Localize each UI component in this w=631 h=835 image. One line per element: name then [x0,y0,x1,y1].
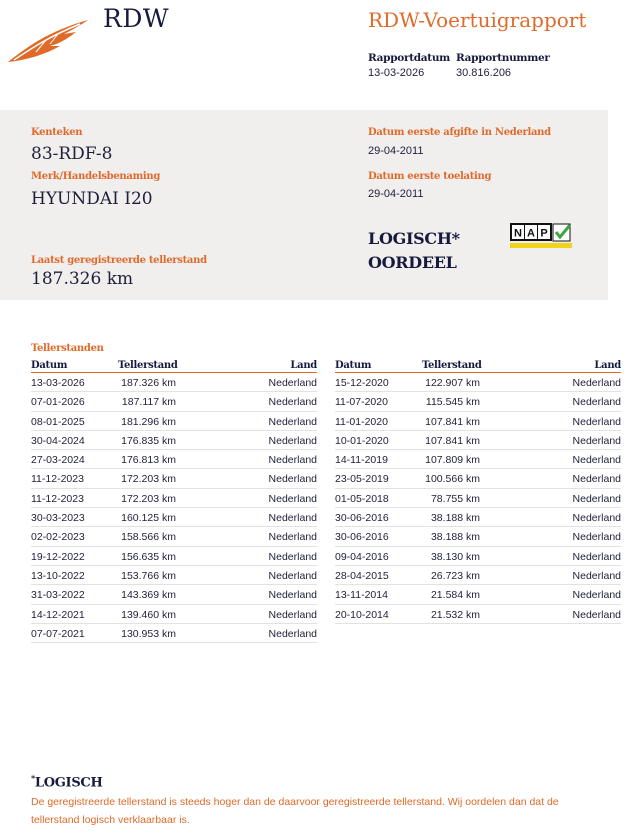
header-country: Land [290,360,317,371]
cell-reading: 158.566 km [121,531,176,544]
table-row [31,392,317,411]
cell-date: 23-05-2019 [335,473,389,486]
header-date: Datum [31,360,68,371]
cell-date: 11-07-2020 [335,396,388,409]
first-admission-label: Datum eerste toelating [368,171,492,182]
cell-date: 15-12-2020 [335,377,389,389]
readings-table-left [31,360,317,643]
rdw-logo-icon [6,18,90,64]
cell-reading: 143.369 km [121,589,176,602]
table-row [31,566,317,585]
cell-reading: 153.766 km [121,569,176,582]
report-date-value: 13-03-2026 [368,67,425,79]
header-reading: Tellerstand [118,360,178,371]
report-date-label: Rapportdatum [368,52,450,64]
cell-reading: 21.584 km [430,589,480,602]
footnote-heading: LOGISCH [34,775,103,791]
plate-label: Kenteken [31,127,83,138]
table-row [335,373,621,392]
cell-country: Nederland [268,589,317,602]
cell-country: Nederland [572,434,621,447]
cell-date: 30-03-2023 [31,512,85,525]
table-row [31,450,317,469]
report-number-value: 30.816.206 [456,67,512,79]
cell-date: 02-02-2023 [31,531,85,544]
cell-date: 07-07-2021 [31,627,85,640]
nap-logo-icon [510,223,574,249]
cell-reading: 38.188 km [430,531,480,544]
cell-date: 30-06-2016 [335,512,389,525]
report-title: RDW-Voertuigrapport [368,8,587,32]
cell-reading: 21.532 km [430,608,480,621]
cell-date: 09-04-2016 [335,550,389,563]
table-row [31,585,317,604]
cell-reading: 176.813 km [121,454,176,467]
cell-date: 19-12-2022 [31,550,85,563]
header-country: Land [594,360,621,371]
table-body [31,373,317,643]
cell-country: Nederland [572,512,621,525]
cell-reading: 187.117 km [121,396,176,409]
cell-country: Nederland [572,377,621,389]
first-nl-value: 29-04-2011 [368,145,424,157]
table-row [335,450,621,469]
cell-reading: 100.566 km [425,473,480,486]
cell-date: 13-10-2022 [31,569,85,582]
first-admission-value: 29-04-2011 [368,188,424,200]
table-row [335,605,621,624]
odometer-label: Laatst geregistreerde tellerstand [31,255,207,266]
cell-date: 30-06-2016 [335,531,389,544]
cell-reading: 107.809 km [425,454,480,467]
cell-country: Nederland [572,454,621,467]
svg-text:N: N [514,227,522,240]
cell-country: Nederland [268,627,317,640]
cell-country: Nederland [268,492,317,505]
cell-date: 10-01-2020 [335,434,389,447]
cell-reading: 122.907 km [425,377,480,389]
cell-reading: 181.296 km [121,415,176,428]
cell-reading: 107.841 km [425,415,480,428]
cell-date: 13-11-2014 [335,589,388,602]
cell-date: 14-12-2021 [31,608,85,621]
make-value: HYUNDAI I20 [31,189,153,209]
cell-country: Nederland [572,531,621,544]
footnote-marker: * [31,773,35,783]
table-row [31,547,317,566]
footnote-text: De geregistreerde tellerstand is steeds hoger dan de daarvoor geregistreerde tellerstand. Wij oordelen dan dat de tellerstand logisch verklaarbaar is. [31,796,559,826]
cell-reading: 130.953 km [121,627,176,640]
cell-reading: 38.188 km [430,512,480,525]
cell-date: 30-04-2024 [31,434,85,447]
table-row [335,566,621,585]
table-row [31,489,317,508]
cell-reading: 115.545 km [425,396,480,409]
cell-date: 28-04-2015 [335,569,389,582]
report-number-label: Rapportnummer [456,52,550,64]
cell-reading: 107.841 km [425,434,480,447]
cell-country: Nederland [572,589,621,602]
table-row [335,508,621,527]
cell-date: 31-03-2022 [31,589,85,602]
cell-country: Nederland [268,608,317,621]
cell-date: 20-10-2014 [335,608,389,621]
table-row [335,412,621,431]
cell-country: Nederland [268,454,317,467]
cell-date: 11-01-2020 [335,415,388,428]
cell-country: Nederland [268,434,317,447]
cell-reading: 160.125 km [121,512,176,525]
table-row [335,547,621,566]
table-row [335,469,621,488]
header-date: Datum [335,360,372,371]
table-header [31,360,317,373]
cell-country: Nederland [268,377,317,389]
cell-country: Nederland [268,396,317,409]
cell-reading: 156.635 km [121,550,176,563]
cell-country: Nederland [268,473,317,486]
header-reading: Tellerstand [422,360,482,371]
cell-reading: 78.755 km [430,492,480,505]
first-nl-label: Datum eerste afgifte in Nederland [368,127,551,138]
cell-date: 11-12-2023 [31,473,84,486]
cell-date: 01-05-2018 [335,492,389,505]
table-row [31,527,317,546]
table-row [31,508,317,527]
table-row [335,585,621,604]
table-row [31,605,317,624]
cell-date: 11-12-2023 [31,492,84,505]
svg-text:P: P [540,227,548,240]
table-row [335,527,621,546]
cell-country: Nederland [572,492,621,505]
cell-country: Nederland [572,415,621,428]
cell-country: Nederland [268,512,317,525]
cell-country: Nederland [572,608,621,621]
cell-reading: 38.130 km [430,550,480,563]
cell-country: Nederland [572,569,621,582]
cell-reading: 172.203 km [121,473,176,486]
cell-date: 13-03-2026 [31,377,85,389]
cell-reading: 26.723 km [430,569,480,582]
make-label: Merk/Handelsbenaming [31,171,161,182]
footnote-title [31,773,102,790]
readings-table-right [335,360,621,624]
svg-text:A: A [527,227,535,240]
cell-reading: 176.835 km [121,434,176,447]
plate-value: 83-RDF-8 [31,144,113,164]
cell-country: Nederland [268,569,317,582]
table-body [335,373,621,624]
cell-country: Nederland [572,396,621,409]
cell-date: 07-01-2026 [31,396,85,409]
cell-reading: 187.326 km [121,377,176,389]
table-row [31,412,317,431]
cell-reading: 139.460 km [121,608,176,621]
cell-reading: 172.203 km [121,492,176,505]
cell-date: 14-11-2019 [335,454,388,467]
cell-country: Nederland [268,550,317,563]
table-row [31,431,317,450]
table-row [335,392,621,411]
cell-country: Nederland [268,415,317,428]
verdict [368,227,460,275]
table-header [335,360,621,373]
table-row [335,431,621,450]
cell-country: Nederland [572,473,621,486]
cell-date: 08-01-2025 [31,415,85,428]
odometer-value: 187.326 km [31,269,134,289]
cell-date: 27-03-2024 [31,454,85,467]
table-row [31,469,317,488]
table-row [31,373,317,392]
verdict-label: OORDEEL [368,253,457,272]
readings-title: Tellerstanden [31,343,104,354]
brand-name: RDW [103,4,170,33]
table-row [335,489,621,508]
cell-country: Nederland [572,550,621,563]
verdict-status: LOGISCH* [368,229,460,248]
table-row [31,624,317,643]
cell-country: Nederland [268,531,317,544]
